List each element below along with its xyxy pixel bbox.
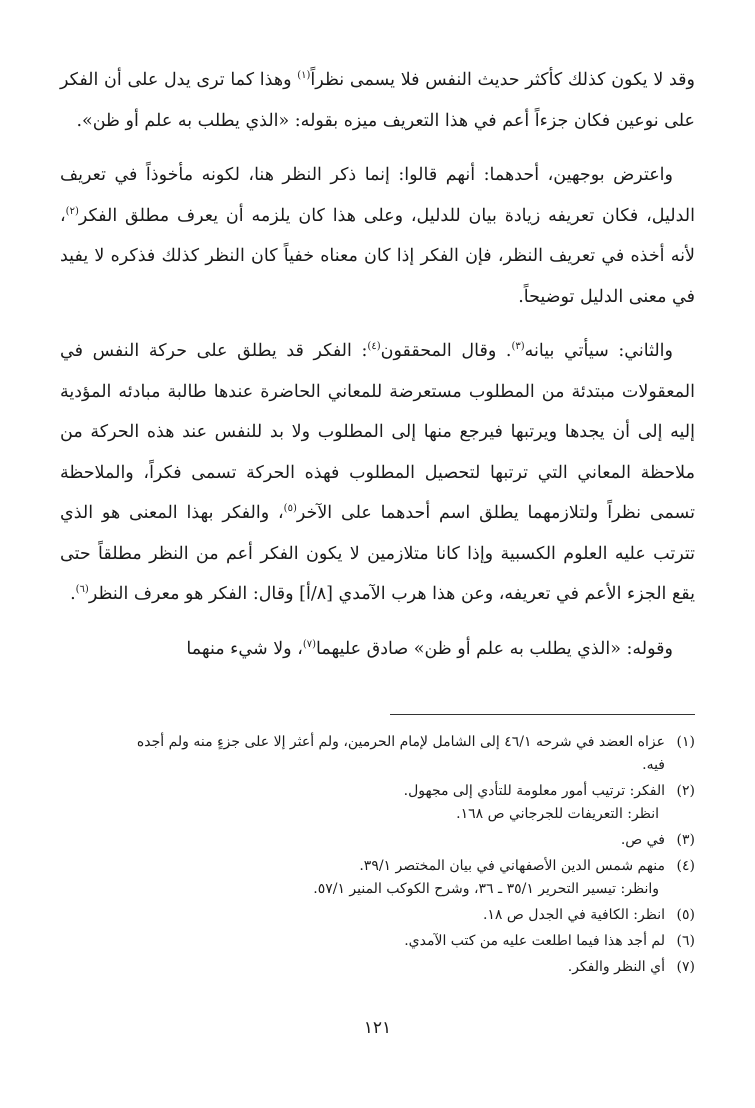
- footnote-text: انظر: الكافية في الجدل ص ١٨.: [482, 907, 665, 923]
- text-run: وقوله: «الذي يطلب به علم أو ظن» صادق عليهما: [316, 638, 673, 659]
- paragraph-1: [60, 60, 695, 141]
- paragraph-4: [60, 629, 695, 670]
- footnote-number: (٣): [676, 832, 695, 848]
- footnote-text: وانظر: تيسير التحرير ٣٥/١ ـ ٣٦، وشرح الكوكب المنير ٥٧/١.: [313, 881, 659, 897]
- page-number: ١٢١: [363, 1018, 392, 1038]
- footnote-text: منهم شمس الدين الأصفهاني في بيان المختصر ٣٩/١.: [359, 858, 665, 874]
- footnote-text: في ص.: [620, 832, 665, 848]
- footnote-separator: [390, 714, 695, 715]
- footnote-number: (٦): [676, 933, 695, 949]
- text-run: وقد لا يكون كذلك كأكثر حديث النفس فلا يسمى نظراً: [310, 70, 695, 90]
- footnote-ref-2[interactable]: (٢): [65, 205, 79, 217]
- text-run: .: [70, 584, 76, 604]
- text-run: ، والفكر بهذا المعنى هو الذي تترتب عليه العلوم الكسبية وإذا كانا متلازمين لا يكون الفكر أعم من النظر مطلقاً حتى يقع الجزء الأعم في تعريفه، وعن هذا هرب الآمدي [٨/أ] وقال: الفكر هو معرف النظر: [60, 503, 695, 604]
- footnote-text: عزاه العضد في شرحه ٤٦/١ إلى الشامل لإمام الحرمين، ولم أعثر إلا على جزءٍ منه ولم أجده: [136, 734, 665, 750]
- footnote-1: [60, 731, 695, 777]
- footnote-number: (٢): [676, 783, 695, 799]
- footnote-text: الفكر: ترتيب أمور معلومة للتأدي إلى مجهول.: [403, 783, 665, 799]
- footnote-ref-1[interactable]: (١): [297, 70, 311, 82]
- text-run: ، ولا شيء منهما: [186, 638, 303, 659]
- footnote-ref-5[interactable]: (٥): [283, 503, 297, 515]
- footnote-ref-4[interactable]: (٤): [367, 341, 381, 353]
- footnote-number: (٧): [676, 959, 695, 975]
- paragraph-3: [60, 331, 695, 615]
- text-run: ، لأنه أخذه في تعريف النظر، فإن الفكر إذا كان معناه خفياً كان النظر كذلك فذكره لا يفيد في معنى الدليل توضيحاً.: [60, 205, 695, 307]
- footnote-3: [60, 829, 695, 852]
- text-run: . وقال المحققون: [380, 341, 512, 361]
- main-text: [60, 60, 695, 683]
- footnote-text: فيه.: [642, 757, 665, 773]
- footnote-5: [60, 904, 695, 927]
- footnote-ref-6[interactable]: (٦): [75, 584, 89, 596]
- footnote-ref-3[interactable]: (٣): [511, 341, 525, 353]
- footnote-6: [60, 930, 695, 953]
- footnote-2: [60, 780, 695, 826]
- footnote-7: [60, 956, 695, 979]
- footnote-4: [60, 855, 695, 901]
- footnotes: [60, 731, 695, 982]
- text-run: واعترض بوجهين، أحدهما: أنهم قالوا: إنما ذكر النظر هنا، لكونه مأخوذاً في تعريف الدليل، فكان تعريفه زيادة بيان للدليل، وعلى هذا كان يلزمه أن يعرف مطلق الفكر: [60, 165, 695, 226]
- footnote-text: أي النظر والفكر.: [567, 959, 665, 975]
- footnote-number: (١): [676, 734, 695, 750]
- paragraph-2: [60, 155, 695, 317]
- footnote-text: لم أجد هذا فيما اطلعت عليه من كتب الآمدي.: [404, 933, 665, 949]
- footnote-ref-7[interactable]: (٧): [302, 638, 317, 650]
- text-run: والثاني: سيأتي بيانه: [524, 341, 673, 361]
- footnote-text: انظر: التعريفات للجرجاني ص ١٦٨.: [456, 806, 659, 822]
- text-run: : الفكر قد يطلق على حركة النفس في المعقولات مبتدئة من المطلوب مستعرضة للمعاني الحاضرة عندها طالبة مبادئه المؤدية إليه إلى أن يجدها ويرتبها فيرجع منها إلى المطلوب ولا بد للنفس عند هذه الحركة من ملاحظة المعاني التي ترتبها لتحصيل المطلوب فهذه الحركة تسمى فكراً، والملاحظة تسمى نظراً ولتلازمهما يطلق اسم أحدهما على الآخر: [60, 341, 696, 523]
- footnote-number: (٥): [676, 907, 695, 923]
- text-run: وهذا كما ترى يدل على أن الفكر على نوعين فكان جزءاً أعم في هذا التعريف ميزه بقوله: «الذي يطلب به علم أو ظن».: [60, 70, 695, 131]
- footnote-number: (٤): [676, 858, 695, 874]
